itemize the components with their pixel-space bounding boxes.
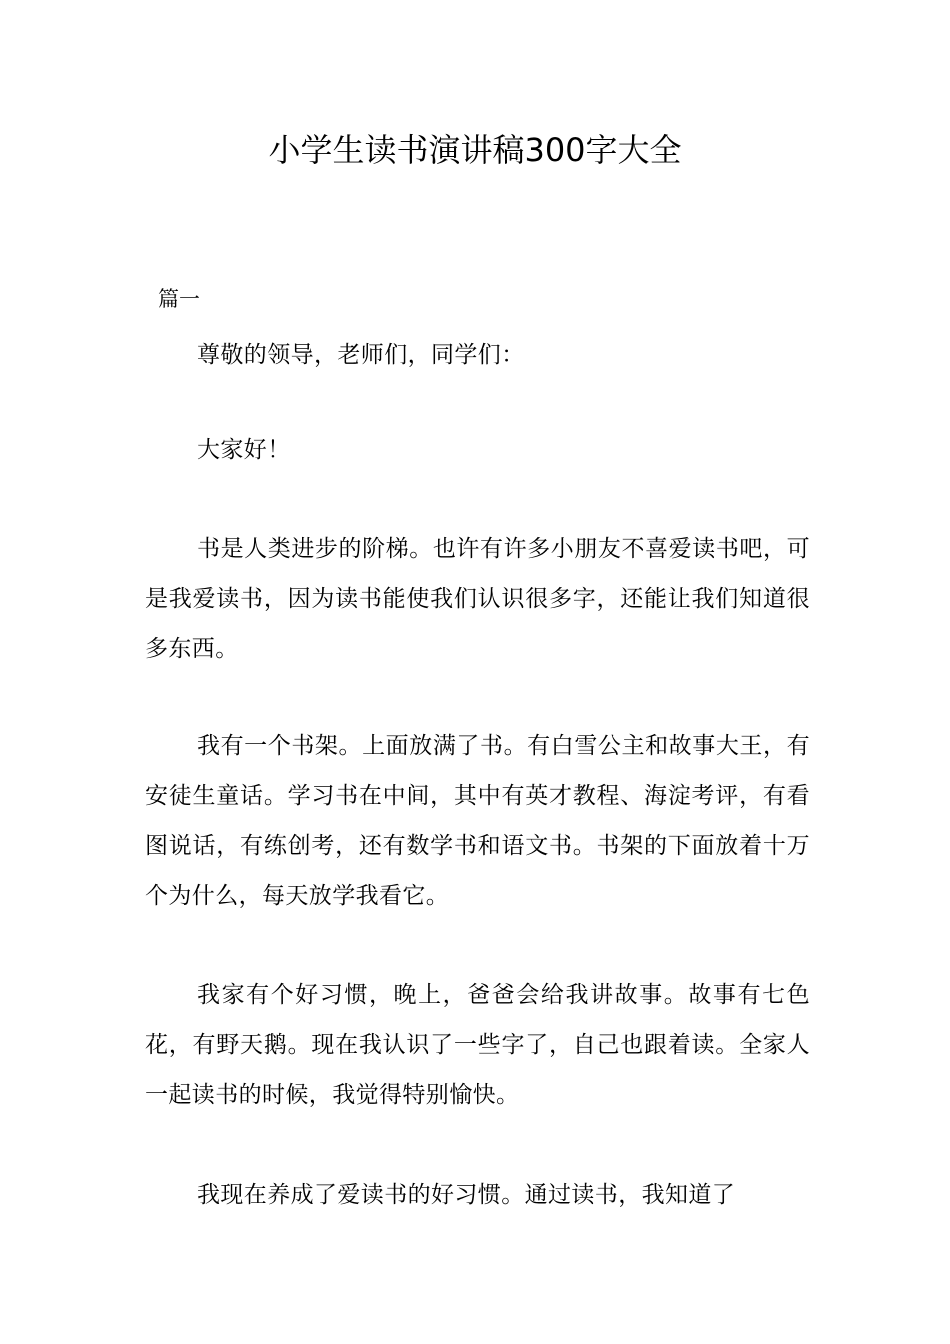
document-title: 小学生读书演讲稿300字大全 bbox=[268, 131, 682, 169]
paragraph-greeting: 尊敬的领导，老师们，同学们： bbox=[197, 342, 525, 368]
paragraph-body: 书是人类进步的阶梯。也许有许多小朋友不喜爱读书吧，可是我爱读书，因为读书能使我们认识很多字，还能让我们知道很多东西。 bbox=[145, 536, 810, 662]
section-label: 篇一 bbox=[158, 287, 200, 311]
paragraph-body: 我现在养成了爱读书的好习惯。通过读书，我知道了 bbox=[197, 1182, 736, 1208]
paragraph-hello: 大家好！ bbox=[197, 437, 291, 463]
paragraph-body: 我家有个好习惯，晚上，爸爸会给我讲故事。故事有七色花，有野天鹅。现在我认识了一些字了，自己也跟着读。全家人一起读书的时候，我觉得特别愉快。 bbox=[145, 982, 810, 1108]
paragraph-body: 我有一个书架。上面放满了书。有白雪公主和故事大王，有安徒生童话。学习书在中间，其中有英才教程、海淀考评，有看图说话，有练创考，还有数学书和语文书。书架的下面放着十万个为什么，每天放学我看它。 bbox=[145, 733, 810, 909]
